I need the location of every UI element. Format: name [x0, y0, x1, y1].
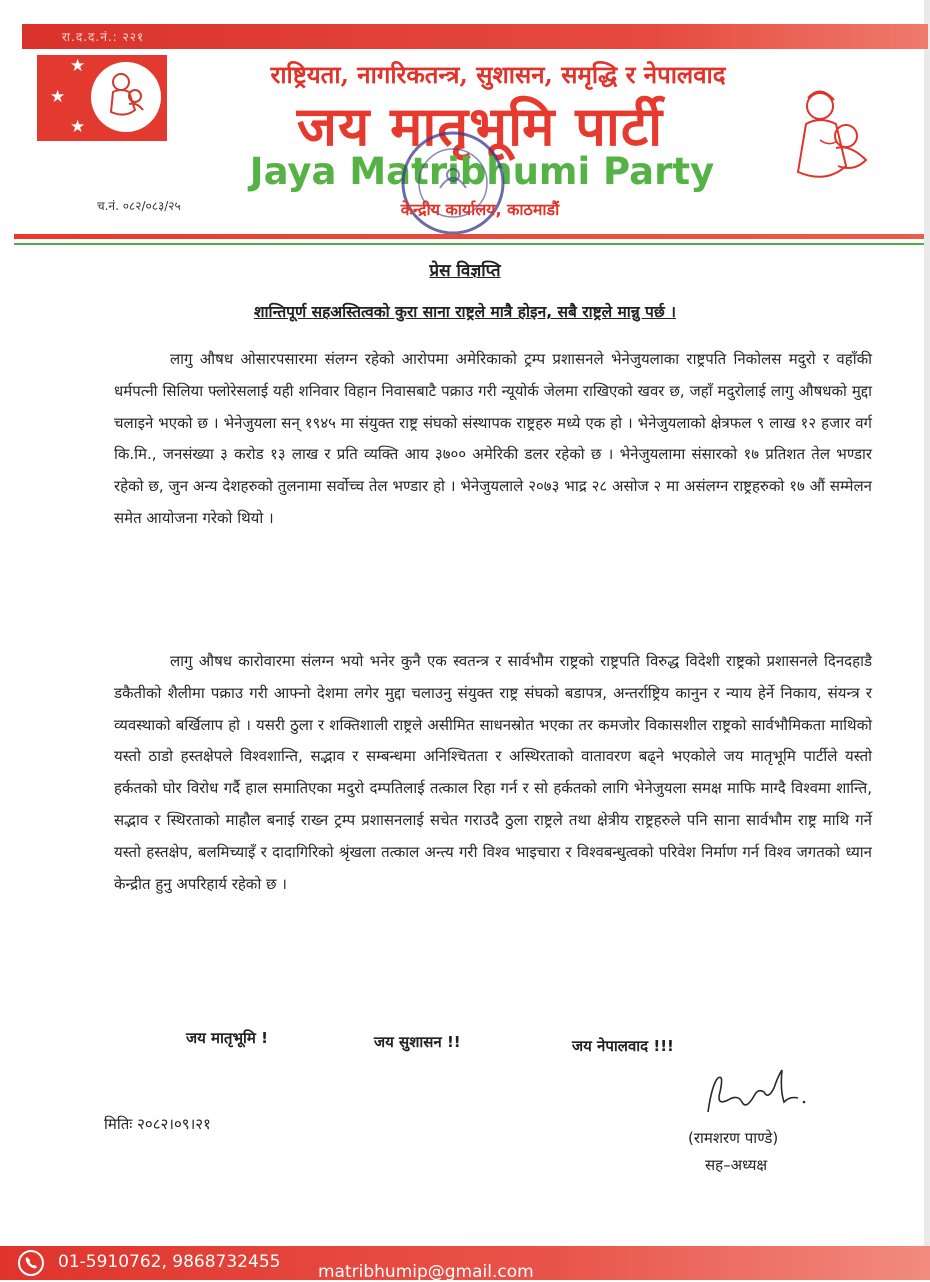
slogan-2: जय सुशासन !!	[374, 1033, 461, 1051]
footer-email: matribhumip@gmail.com	[318, 1262, 534, 1282]
party-seal-stamp	[398, 128, 508, 238]
party-tagline: राष्ट्रियता, नागरिकतन्त्र, सुशासन, समृद्धि र नेपालवाद	[270, 60, 726, 89]
press-release-title: प्रेस विज्ञप्ति	[429, 261, 501, 281]
body-paragraph-1	[114, 344, 872, 535]
page-edge	[924, 0, 930, 1280]
document-date: मितिः २०८२।०९।२१	[104, 1115, 211, 1133]
letterhead-top-band	[22, 24, 928, 49]
signatory-name: (रामशरण पाण्डे)	[688, 1129, 779, 1147]
slogan-1: जय मातृभूमि !	[186, 1029, 268, 1047]
header-divider-green	[14, 243, 924, 245]
paragraph-text: लागु औषध कारोवारमा संलग्न भयो भनेर कुनै एक स्वतन्त्र र सार्वभौम राष्ट्रको राष्ट्रपति विरुद्ध विदेशी राष्ट्रको प्रशासनले दिनदहाडै डकैतीको शैलीमा पक्राउ गरी आफ्नो देशमा लगेर मुद्दा चलाउनु संयुक्त राष्ट्र संघको बडापत्र, अन्तर्राष्ट्रिय कानुन र न्याय हेर्ने निकाय, संयन्त्र र व्यवस्थाको बर्खिलाप हो । यसरी ठुला र शक्तिशाली राष्ट्रले असीमित साधनस्रोत भएका तर कमजोर विकासशील राष्ट्रको सार्वभौमिकता माथिको यस्तो ठाडो हस्तक्षेपले विश्वशान्ति, सद्भाव र सम्बन्धमा अनिश्चितता र अस्थिरताको वातावरण बढ्ने भएकोले जय मातृभूमि पार्टीले यस्तो हर्कतको घोर विरोध गर्दै हाल समातिएका मदुरो दम्पतिलाई तत्काल रिहा गर्न र सो हर्कतको लागि भेनेजुयला समक्ष माफि माग्दै विश्वमा शान्ति, सद्भाव र स्थिरताको माहौल बनाई राख्न ट्रम्प प्रशासनलाई सचेत गराउदै ठुला राष्ट्रले तथा क्षेत्रीय राष्ट्रहरुले पनि साना सार्वभौम राष्ट्र माथि गर्ने यस्तो हस्तक्षेप, बलमिच्याइँ र दादागिरिको श्रृंखला तत्काल अन्त्य गरी विश्व भाइचारा र विश्वबन्धुत्वको परिवेश निर्माण गर्न विश्व जगतको ध्यान केन्द्रीत हुनु अपरिहार्य रहेको छ ।	[114, 652, 872, 893]
party-name-english: Jaya Matribhumi Party	[249, 150, 715, 193]
mother-child-illustration	[780, 80, 880, 192]
registration-number: रा.द.द.नं.: २२१	[62, 30, 145, 44]
handwritten-signature	[698, 1066, 818, 1126]
slogans-row	[0, 1028, 930, 1055]
document-subheading	[0, 300, 930, 322]
signatory-title: सह–अध्यक्ष	[705, 1156, 768, 1174]
reference-number: च.नं. ०८२/०८३/२५	[97, 199, 181, 213]
footer-phone-numbers: 01-5910762, 9868732455	[58, 1252, 281, 1272]
party-name-nepali: जय मातृभूमि पार्टी	[296, 95, 664, 158]
star-icon: ★	[70, 117, 86, 137]
star-icon: ★	[70, 56, 86, 76]
body-paragraph-2	[114, 646, 872, 900]
central-office: केन्द्रीय कार्यालय, काठमाडौं	[400, 200, 560, 219]
phone-icon	[18, 1250, 44, 1276]
paragraph-text: लागु औषध ओसारपसारमा संलग्न रहेको आरोपमा अमेरिकाको ट्रम्प प्रशासनले भेनेजुयलाका राष्ट्रपति निकोलस मदुरो र वहाँकी धर्मपत्नी सिलिया फ्लोरेसलाई यही शनिवार विहान निवासबाटै पक्राउ गरी न्यूयोर्क जेलमा राखिएको खवर छ, जहाँ मदुरोलाई लागु औषधको मुद्दा चलाइने भएको छ । भेनेजुयला सन् १९४५ मा संयुक्त राष्ट्र संघको संस्थापक राष्ट्रहरु मध्ये एक हो । भेनेजुयलाको क्षेत्रफल ९ लाख १२ हजार वर्ग कि.मि., जनसंख्या ३ करोड १३ लाख र प्रति व्यक्ति आय ३७०० अमेरिकी डलर रहेको छ । भेनेजुयलामा संसारको १७ प्रतिशत तेल भण्डार रहेको छ, जुन अन्य देशहरुको तुलनामा सर्वोच्च तेल भण्डार हो । भेनेजुयलाले २०७३ भाद्र २८ असोज २ मा असंलग्न राष्ट्रहरुको १७ औं सम्मेलन समेत आयोजना गरेको थियो ।	[114, 350, 872, 527]
press-release-subtitle: शान्तिपूर्ण सहअस्तित्वको कुरा साना राष्ट्रले मात्रै होइन, सबै राष्ट्रले मान्नु पर्छ ।	[254, 303, 676, 321]
document-heading	[0, 258, 930, 281]
mother-child-emblem	[91, 62, 161, 132]
star-icon: ★	[50, 87, 66, 107]
slogan-3: जय नेपालवाद !!!	[572, 1037, 674, 1055]
party-flag-logo	[37, 55, 167, 141]
header-divider-red	[14, 234, 924, 239]
